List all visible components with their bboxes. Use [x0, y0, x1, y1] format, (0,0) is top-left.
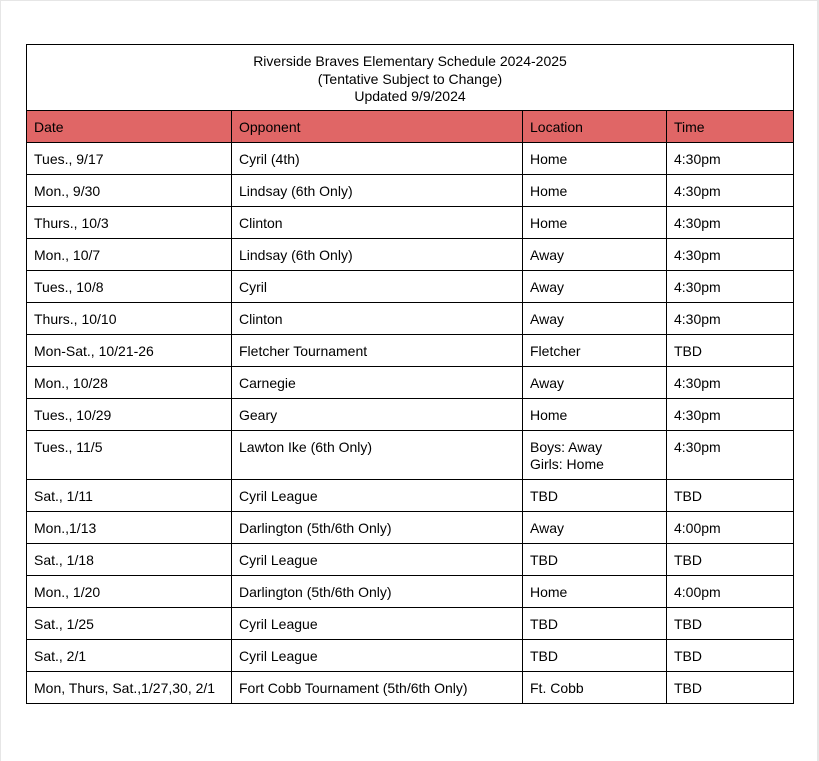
opponent-cell: Cyril League: [232, 544, 523, 576]
opponent-cell: Clinton: [232, 303, 523, 335]
location-cell: Fletcher: [523, 335, 667, 367]
date-cell: Tues., 9/17: [27, 143, 232, 175]
time-cell: 4:00pm: [667, 576, 794, 608]
time-cell: 4:30pm: [667, 367, 794, 399]
document-page: [1, 1, 817, 761]
column-header-location: Location: [523, 111, 667, 143]
location-cell: Away: [523, 271, 667, 303]
location-cell: Away: [523, 367, 667, 399]
date-cell: Sat., 1/18: [27, 544, 232, 576]
opponent-cell: Lindsay (6th Only): [232, 175, 523, 207]
title-row: [27, 45, 794, 111]
table-row: [27, 175, 794, 207]
date-cell: Sat., 2/1: [27, 640, 232, 672]
table-row: [27, 239, 794, 271]
schedule-subtitle: (Tentative Subject to Change): [317, 70, 503, 87]
title-cell: [27, 45, 794, 111]
date-cell: Mon, Thurs, Sat.,1/27,30, 2/1: [27, 672, 232, 704]
location-cell: Away: [523, 239, 667, 271]
schedule-updated-date: Updated 9/9/2024: [354, 88, 466, 104]
table-row: [27, 640, 794, 672]
column-header-date: Date: [27, 111, 232, 143]
table-row: [27, 271, 794, 303]
table-row: [27, 399, 794, 431]
opponent-cell: Cyril League: [232, 640, 523, 672]
time-cell: 4:00pm: [667, 512, 794, 544]
time-cell: TBD: [667, 480, 794, 512]
time-cell: 4:30pm: [667, 175, 794, 207]
opponent-cell: Cyril League: [232, 608, 523, 640]
location-cell: Away: [523, 512, 667, 544]
location-line: Boys: Away: [530, 439, 603, 455]
location-cell: TBD: [523, 480, 667, 512]
date-cell: Mon., 10/28: [27, 367, 232, 399]
table-row: [27, 544, 794, 576]
location-cell: Away: [523, 303, 667, 335]
opponent-cell: Cyril (4th): [232, 143, 523, 175]
date-cell: Tues., 11/5: [27, 431, 232, 480]
location-cell: TBD: [523, 544, 667, 576]
opponent-cell: Geary: [232, 399, 523, 431]
date-cell: Sat., 1/25: [27, 608, 232, 640]
table-row: [27, 576, 794, 608]
table-row: [27, 672, 794, 704]
date-cell: Thurs., 10/10: [27, 303, 232, 335]
time-cell: TBD: [667, 335, 794, 367]
time-cell: 4:30pm: [667, 399, 794, 431]
time-cell: TBD: [667, 640, 794, 672]
table-row: [27, 207, 794, 239]
location-cell: TBD: [523, 640, 667, 672]
header-row: [27, 111, 794, 143]
time-cell: TBD: [667, 672, 794, 704]
opponent-cell: Darlington (5th/6th Only): [232, 512, 523, 544]
date-cell: Mon., 9/30: [27, 175, 232, 207]
opponent-cell: Fort Cobb Tournament (5th/6th Only): [232, 672, 523, 704]
table-row: [27, 303, 794, 335]
time-cell: 4:30pm: [667, 431, 794, 480]
location-cell: Ft. Cobb: [523, 672, 667, 704]
date-cell: Mon., 10/7: [27, 239, 232, 271]
location-cell: Home: [523, 143, 667, 175]
location-line: Girls: Home: [530, 456, 604, 472]
date-cell: Tues., 10/8: [27, 271, 232, 303]
table-row: [27, 480, 794, 512]
opponent-cell: Carnegie: [232, 367, 523, 399]
location-cell: Home: [523, 175, 667, 207]
date-cell: Thurs., 10/3: [27, 207, 232, 239]
table-row: [27, 512, 794, 544]
opponent-cell: Cyril League: [232, 480, 523, 512]
opponent-cell: Cyril: [232, 271, 523, 303]
table-row: [27, 335, 794, 367]
schedule-title: Riverside Braves Elementary Schedule 2024-2025: [253, 53, 567, 69]
time-cell: TBD: [667, 544, 794, 576]
date-cell: Mon-Sat., 10/21-26: [27, 335, 232, 367]
time-cell: 4:30pm: [667, 239, 794, 271]
date-cell: Mon.,1/13: [27, 512, 232, 544]
location-cell: Home: [523, 576, 667, 608]
location-cell: Home: [523, 207, 667, 239]
table-row: [27, 608, 794, 640]
opponent-cell: Clinton: [232, 207, 523, 239]
column-header-opponent: Opponent: [232, 111, 523, 143]
column-header-time: Time: [667, 111, 794, 143]
date-cell: Sat., 1/11: [27, 480, 232, 512]
time-cell: 4:30pm: [667, 143, 794, 175]
location-cell: Home: [523, 399, 667, 431]
opponent-cell: Fletcher Tournament: [232, 335, 523, 367]
opponent-cell: Lindsay (6th Only): [232, 239, 523, 271]
opponent-cell: Lawton Ike (6th Only): [232, 431, 523, 480]
location-cell: TBD: [523, 608, 667, 640]
date-cell: Tues., 10/29: [27, 399, 232, 431]
opponent-cell: Darlington (5th/6th Only): [232, 576, 523, 608]
time-cell: 4:30pm: [667, 303, 794, 335]
time-cell: 4:30pm: [667, 207, 794, 239]
date-cell: Mon., 1/20: [27, 576, 232, 608]
time-cell: 4:30pm: [667, 271, 794, 303]
table-row: [27, 431, 794, 480]
location-cell: [523, 431, 667, 480]
table-row: [27, 143, 794, 175]
table-row: [27, 367, 794, 399]
schedule-table: [26, 44, 794, 704]
time-cell: TBD: [667, 608, 794, 640]
